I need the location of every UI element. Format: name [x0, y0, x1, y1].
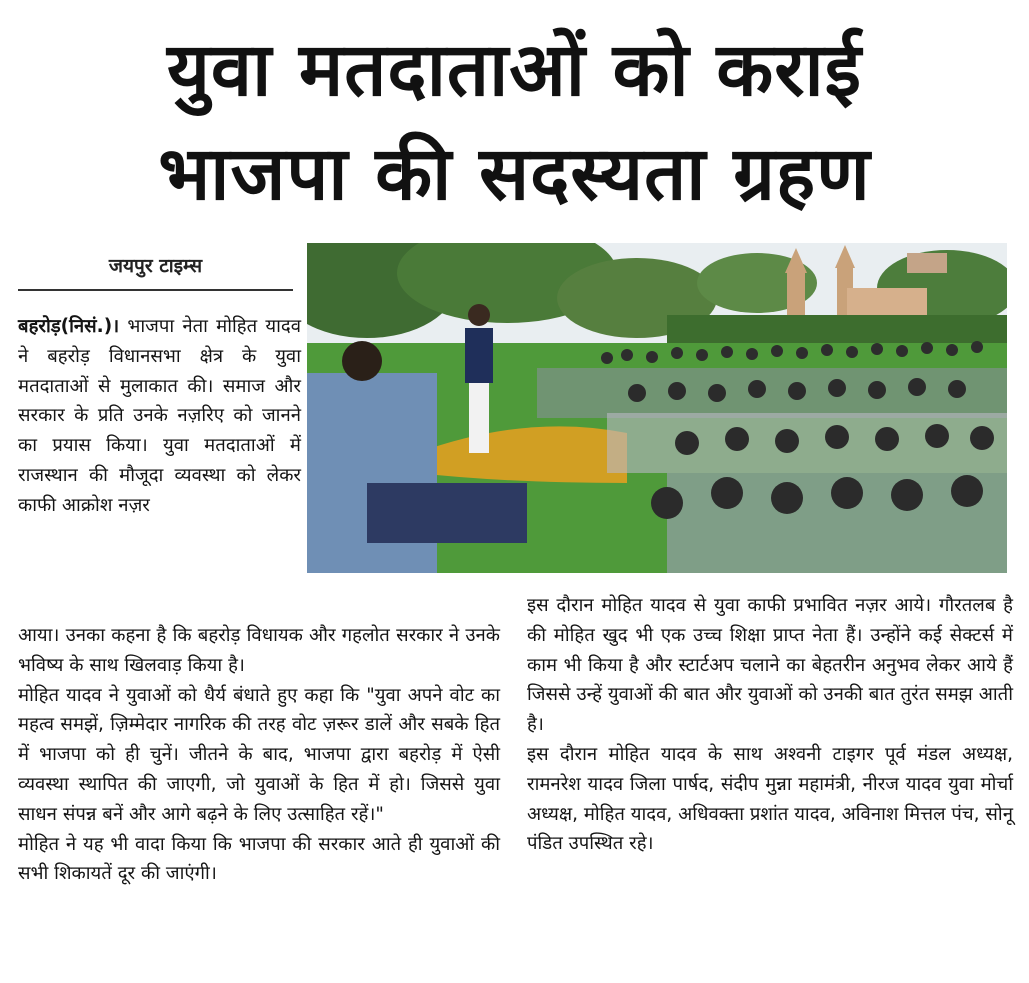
headline — [0, 18, 1029, 226]
paragraph-2: मोहित यादव ने युवाओं को धैर्य बंधाते हुए कहा कि "युवा अपने वोट का महत्व समझें, ज़िम्मेदार नागरिक की तरह वोट ज़रूर डालें और सबके हित में भाजपा को ही चुनें। जीतने के बाद, भाजपा द्वारा बहरोड़ में ऐसी व्यवस्था स्थापित की जाएगी, जो युवाओं के हित में हो। जिससे युवा साधन संपन्न बनें और आगे बढ़ने के लिए उत्साहित रहें।" — [18, 684, 500, 825]
byline: जयपुर टाइम्स — [108, 255, 203, 277]
article-column-left-bottom — [18, 621, 500, 889]
paragraph-3: मोहित ने यह भी वादा किया कि भाजपा की सरकार आते ही युवाओं की सभी शिकायतें दूर की जाएंगी। — [18, 833, 500, 885]
intro-text: भाजपा नेता मोहित यादव ने बहरोड़ विधानसभा क्षेत्र के युवा मतदाताओं से मुलाकात की। समाज और सरकार के प्रति उनके नज़रिए को जानने का प्रयास किया। युवा मतदाताओं में राजस्थान की मौजूदा व्यवस्था को लेकर काफी आक्रोश नज़र — [18, 316, 301, 516]
paragraph-right-2: इस दौरान मोहित यादव के साथ अश्वनी टाइगर पूर्व मंडल अध्यक्ष, रामनरेश यादव जिला पार्षद, संदीप मुन्ना महामंत्री, नीरज यादव युवा मोर्चा अध्यक्ष, मोहित यादव, अधिवक्ता प्रशांत यादव, अविनाश मित्तल पंच, सोनू पंडित उपस्थित रहे। — [527, 743, 1013, 855]
paragraph-1: आया। उनका कहना है कि बहरोड़ विधायक और गहलोत सरकार ने उनके भविष्य के साथ खिलवाड़ किया है। — [18, 625, 500, 676]
byline-divider — [18, 289, 293, 291]
headline-line-2: भाजपा की सदस्यता ग्रहण — [158, 131, 871, 217]
photo-illustration — [307, 243, 1007, 573]
headline-line-1: युवा मतदाताओं को कराई — [167, 27, 862, 113]
article-column-left-top — [18, 312, 301, 521]
article-column-right — [527, 591, 1013, 859]
paragraph-intro — [18, 312, 301, 521]
dateline: बहरोड़(निसं.)। — [18, 316, 120, 337]
paragraph-right-1: इस दौरान मोहित यादव से युवा काफी प्रभावित नज़र आये। गौरतलब है की मोहित खुद भी एक उच्च शिक्षा प्राप्त नेता हैं। उन्होंने कई सेक्टर्स में काम भी किया है और स्टार्टअप चलाने का बेहतरीन अनुभव लेकर आये हैं जिससे उन्हें युवाओं की बात और युवाओं को उनकी बात तुरंत समझ आती है। — [527, 595, 1013, 736]
news-photo — [307, 243, 1007, 573]
